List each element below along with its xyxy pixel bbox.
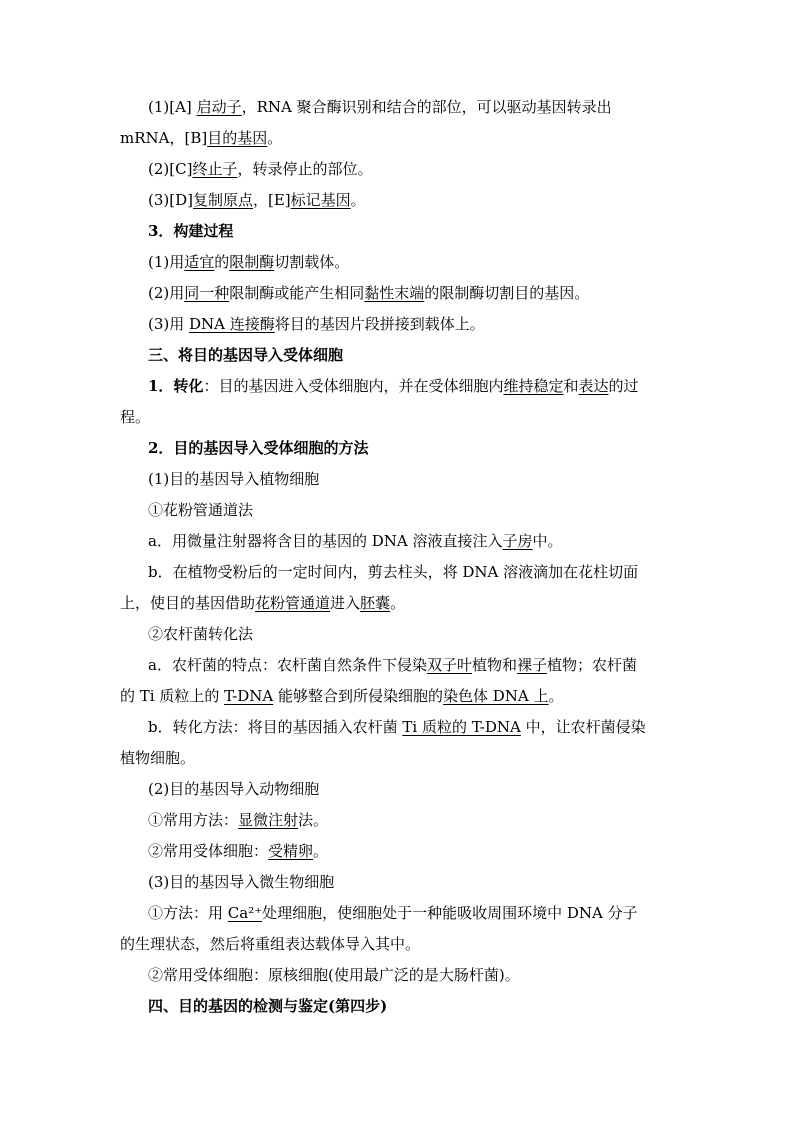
text-segment: 。: [350, 191, 366, 209]
text-segment: 三、将目的基因导入受体细胞: [148, 346, 344, 364]
text-segment: 上，使目的基因借助: [120, 594, 256, 612]
text-line: [0, 344, 794, 366]
underlined-term: 双子叶: [426, 656, 472, 674]
text-segment: 限制酶或能产生相同: [229, 284, 365, 302]
underlined-term: 终止子: [192, 160, 238, 178]
text-segment: ：目的基因进入受体细胞内，并在受体细胞内: [203, 377, 504, 395]
text-segment: ，[E]: [253, 191, 291, 209]
text-segment: ，RNA 聚合酶识别和结合的部位，可以驱动基因转录出: [241, 98, 612, 116]
text-line: [0, 685, 794, 707]
text-segment: 能够整合到所侵染细胞的: [273, 687, 444, 705]
text-segment: 的: [214, 253, 230, 271]
text-segment: ①花粉管通道法: [148, 501, 254, 519]
text-segment: 进入: [330, 594, 361, 612]
underlined-term: 裸子: [516, 656, 547, 674]
underlined-term: 限制酶: [229, 253, 275, 271]
text-line: [0, 809, 794, 831]
text-segment: (1)用: [148, 253, 185, 271]
underlined-term: 复制原点: [192, 191, 253, 209]
text-segment: (3)目的基因导入微生物细胞: [148, 873, 335, 891]
text-line: [0, 251, 794, 273]
text-segment: ②常用受体细胞：: [148, 842, 269, 860]
underlined-term: 同一种: [184, 284, 230, 302]
underlined-term: 标记基因: [290, 191, 351, 209]
text-line: [0, 530, 794, 552]
text-line: [0, 127, 794, 149]
text-line: [0, 96, 794, 118]
text-segment: (3)[D]: [148, 191, 193, 209]
underlined-term: 表达: [578, 377, 609, 395]
text-segment: 的 Ti 质粒上的: [120, 687, 225, 705]
text-segment: 植物和: [471, 656, 517, 674]
text-segment: 中。: [532, 532, 563, 550]
text-segment: 的限制酶切割目的基因。: [424, 284, 590, 302]
text-segment: 处理细胞，使细胞处于一种能吸收周围环境中 DNA 分子: [262, 904, 638, 922]
text-segment: 四、目的基因的检测与鉴定(第四步): [148, 997, 388, 1015]
text-segment: 切割载体。: [274, 253, 350, 271]
underlined-term: 目的基因: [207, 129, 268, 147]
text-segment: (2)[C]: [148, 160, 193, 178]
text-line: [0, 158, 794, 180]
text-segment: 程。: [120, 408, 151, 426]
text-line: [0, 282, 794, 304]
underlined-term: 受精卵: [268, 842, 314, 860]
text-segment: ②农杆菌转化法: [148, 625, 254, 643]
text-line: [0, 716, 794, 738]
text-segment: (3)用: [148, 315, 190, 333]
text-segment: 植物；农杆菌: [547, 656, 638, 674]
text-line: [0, 747, 794, 769]
text-segment: 3．构建过程: [148, 222, 234, 240]
underlined-term: T-DNA: [224, 687, 274, 705]
text-segment: (1)目的基因导入植物细胞: [148, 470, 320, 488]
text-line: [0, 840, 794, 862]
underlined-term: 胚囊: [360, 594, 391, 612]
text-line: [0, 871, 794, 893]
underlined-term: 启动子: [196, 98, 242, 116]
text-segment: ②常用受体细胞：原核细胞(使用最广泛的是大肠杆菌)。: [148, 966, 520, 984]
text-segment: ①常用方法：: [148, 811, 239, 829]
text-segment: b．转化方法：将目的基因插入农杆菌: [148, 718, 403, 736]
text-segment: 法。: [298, 811, 329, 829]
text-segment: (2)目的基因导入动物细胞: [148, 780, 320, 798]
text-line: [0, 964, 794, 986]
text-segment: 和: [563, 377, 579, 395]
text-segment: a．农杆菌的特点：农杆菌自然条件下侵染: [148, 656, 427, 674]
text-segment: ①方法：用: [148, 904, 228, 922]
underlined-term: 显微注射: [238, 811, 299, 829]
underlined-term: Ti 质粒的 T-DNA: [402, 718, 521, 736]
text-line: [0, 654, 794, 676]
text-line: [0, 623, 794, 645]
text-line: [0, 375, 794, 397]
underlined-term: 染色体 DNA 上: [443, 687, 549, 705]
text-segment: 2．目的基因导入受体细胞的方法: [148, 439, 369, 457]
text-line: [0, 220, 794, 242]
underlined-term: Ca²⁺: [227, 904, 263, 922]
text-segment: 。: [390, 594, 406, 612]
text-line: [0, 592, 794, 614]
text-line: [0, 313, 794, 335]
text-line: [0, 902, 794, 924]
text-segment: mRNA，[B]: [120, 129, 208, 147]
text-segment: 中，让农杆菌侵染: [520, 718, 646, 736]
text-segment: (1)[A]: [148, 98, 197, 116]
underlined-term: 适宜: [184, 253, 215, 271]
text-line: [0, 499, 794, 521]
text-segment: b．在植物受粉后的一定时间内，剪去柱头，将 DNA 溶液滴加在花柱切面: [148, 563, 639, 581]
text-line: [0, 468, 794, 490]
text-segment: 的过: [608, 377, 639, 395]
text-segment: 1．转化: [148, 377, 204, 395]
text-line: [0, 561, 794, 583]
text-segment: 植物细胞。: [120, 749, 196, 767]
text-segment: ，转录停止的部位。: [237, 160, 373, 178]
text-line: [0, 778, 794, 800]
underlined-term: DNA 连接酶: [189, 315, 275, 333]
underlined-term: 花粉管通道: [255, 594, 331, 612]
underlined-term: 子房: [502, 532, 533, 550]
text-line: [0, 406, 794, 428]
text-line: [0, 995, 794, 1017]
text-line: [0, 437, 794, 459]
underlined-term: 黏性末端: [364, 284, 425, 302]
underlined-term: 维持稳定: [503, 377, 564, 395]
text-segment: 。: [267, 129, 283, 147]
text-segment: 。: [313, 842, 329, 860]
text-line: [0, 933, 794, 955]
text-line: [0, 189, 794, 211]
text-segment: 将目的基因片段拼接到载体上。: [274, 315, 485, 333]
text-segment: (2)用: [148, 284, 185, 302]
text-segment: a．用微量注射器将含目的基因的 DNA 溶液直接注入: [148, 532, 503, 550]
text-segment: 的生理状态，然后将重组表达载体导入其中。: [120, 935, 421, 953]
text-segment: 。: [548, 687, 564, 705]
